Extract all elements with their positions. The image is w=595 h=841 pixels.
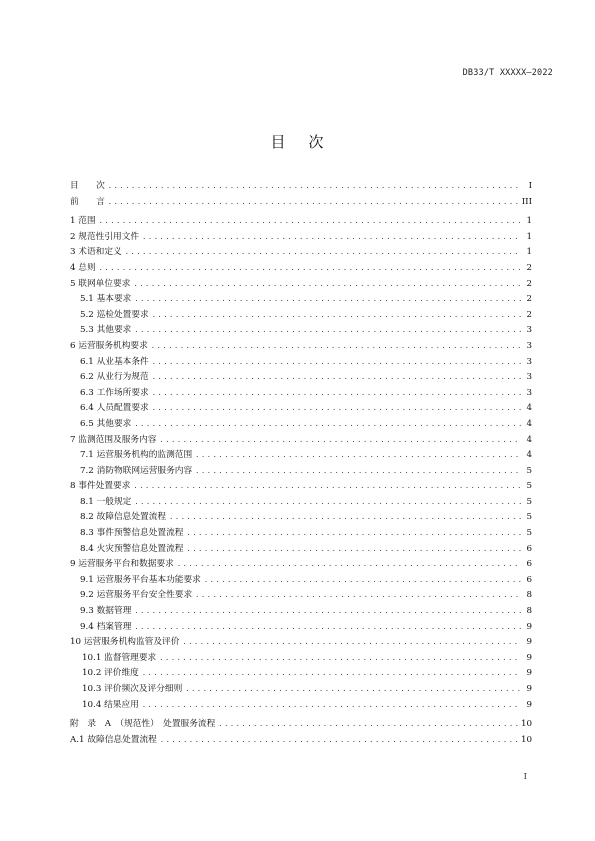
toc-entry[interactable] [70,433,532,449]
toc-dot-leader [195,467,521,475]
toc-dot-leader [195,591,521,599]
toc-entry-page: 4 [526,418,532,429]
toc-entry-label: 8 事件处置要求 [70,481,131,492]
toc-entry-label: A.1 故障信息处置流程 [70,734,157,745]
toc-entry[interactable] [70,526,532,542]
title-char-2: 次 [308,133,325,151]
toc-entry[interactable] [70,733,532,749]
toc-dot-leader [185,685,521,693]
toc-entry[interactable] [70,717,532,733]
toc-entry[interactable] [70,573,532,589]
toc-entry-page: 8 [526,606,532,617]
toc-entry[interactable] [70,588,532,604]
toc-dot-leader [108,198,519,206]
toc-entry-page: 8 [526,590,532,601]
toc-dot-leader [186,545,521,553]
toc-entry-label: 前 言 [70,196,105,207]
toc-entry[interactable] [70,214,532,230]
toc-entry[interactable] [70,542,532,558]
toc-dot-leader [204,576,521,584]
toc-dot-leader [142,701,521,709]
toc-dot-leader [152,404,521,412]
toc-entry-label: 9.4 档案管理 [80,621,132,632]
table-of-contents [70,179,532,748]
toc-entry[interactable] [70,292,532,308]
toc-dot-leader [159,436,521,444]
toc-entry[interactable] [70,261,532,277]
toc-entry[interactable] [70,557,532,573]
toc-entry-page: I [528,181,532,191]
toc-entry-page: 9 [526,637,532,648]
toc-dot-leader [125,248,521,256]
toc-entry-label: 9 运营服务平台和数据要求 [70,559,174,570]
toc-entry-label: 1 范围 [70,216,96,227]
toc-entry[interactable] [70,510,532,526]
toc-entry[interactable] [70,666,532,682]
toc-entry-page: 5 [526,481,532,492]
toc-dot-leader [108,182,521,190]
toc-dot-leader [182,638,521,646]
toc-entry-page: 9 [526,621,532,632]
toc-entry-label: 10.4 结果应用 [82,699,139,710]
toc-entry-label: 目 次 [70,181,105,191]
toc-entry-page: 3 [526,340,532,351]
page-title [0,131,595,152]
toc-dot-leader [152,358,521,366]
toc-entry-label: 9.1 运营服务平台基本功能要求 [80,574,201,585]
toc-entry-label: 6 运营服务机构要求 [70,340,148,351]
toc-dot-leader [142,669,521,677]
toc-entry-page: 4 [526,450,532,461]
toc-dot-leader [134,623,521,631]
toc-entry-page: 1 [526,247,532,258]
toc-dot-leader [152,373,521,381]
page-number: I [523,772,527,782]
toc-entry-label: 附 录 A （规范性） 处置服务流程 [70,719,216,730]
toc-dot-leader [218,720,518,728]
toc-entry-page: 5 [526,465,532,476]
toc-entry-page: 4 [526,403,532,414]
toc-entry[interactable] [70,417,532,433]
toc-entry-page: 2 [526,294,532,305]
toc-entry[interactable] [70,245,532,261]
toc-entry-page: 3 [526,372,532,383]
toc-entry-label: 6.5 其他要求 [80,418,132,429]
toc-entry[interactable] [70,195,532,211]
toc-entry[interactable] [70,230,532,246]
toc-entry-label: 4 总则 [70,262,96,273]
toc-entry-label: 3 术语和定义 [70,247,122,258]
toc-entry[interactable] [70,277,532,293]
toc-entry-label: 8.1 一般规定 [80,496,132,507]
toc-entry-page: 9 [526,699,532,710]
toc-entry[interactable] [70,635,532,651]
toc-dot-leader [177,560,521,568]
toc-entry-page: 3 [526,387,532,398]
toc-entry[interactable] [70,308,532,324]
toc-entry-label: 5.2 巡检处置要求 [80,309,149,320]
toc-entry-page: 4 [526,434,532,445]
toc-entry-label: 5.3 其他要求 [80,325,132,336]
toc-entry[interactable] [70,620,532,636]
toc-entry-page: 2 [526,309,532,320]
toc-entry-label: 8.4 火灾预警信息处置流程 [80,543,184,554]
toc-entry-page: 3 [526,356,532,367]
toc-dot-leader [134,498,521,506]
toc-entry[interactable] [70,355,532,371]
toc-dot-leader [134,326,521,334]
toc-dot-leader [186,529,521,537]
toc-entry-label: 9.3 数据管理 [80,606,132,617]
toc-entry-page: III [521,196,532,207]
toc-entry-label: 6.3 工作场所要求 [80,387,149,398]
toc-entry-label: 5.1 基本要求 [80,294,132,305]
toc-entry-page: 9 [526,668,532,679]
toc-dot-leader [159,654,521,662]
toc-dot-leader [160,736,518,744]
toc-entry-page: 6 [526,559,532,570]
toc-entry[interactable] [70,464,532,480]
toc-entry-page: 9 [526,652,532,663]
toc-entry-page: 10 [520,734,532,745]
toc-dot-leader [152,389,521,397]
toc-entry-label: 6.4 人员配置要求 [80,403,149,414]
toc-dot-leader [133,280,521,288]
toc-entry-page: 1 [526,231,532,242]
toc-entry[interactable] [70,651,532,667]
toc-entry[interactable] [70,179,532,195]
toc-dot-leader [152,311,521,319]
toc-entry-page: 6 [526,574,532,585]
toc-entry-page: 6 [526,543,532,554]
document-code: DB33/T XXXXX—2022 [462,68,553,78]
toc-entry[interactable] [70,698,532,714]
toc-entry-page: 1 [526,216,532,227]
toc-entry-page: 3 [526,325,532,336]
toc-entry[interactable] [70,604,532,620]
toc-entry-label: 9.2 运营服务平台安全性要求 [80,590,193,601]
toc-entry-label: 2 规范性引用文件 [70,231,140,242]
toc-entry[interactable] [70,339,532,355]
toc-entry-page: 10 [520,719,532,730]
toc-entry-label: 10.3 评价频次及评分细则 [82,684,183,694]
toc-dot-leader [134,295,521,303]
toc-entry-label: 10.2 评价维度 [82,668,139,679]
toc-entry[interactable] [70,495,532,511]
toc-entry-page: 5 [526,512,532,523]
toc-dot-leader [99,264,521,272]
toc-entry-page: 5 [526,528,532,539]
toc-entry[interactable] [70,682,532,698]
toc-entry-page: 5 [526,496,532,507]
toc-dot-leader [134,607,521,615]
toc-entry-label: 6.2 从业行为规范 [80,372,149,383]
toc-dot-leader [169,513,521,521]
toc-entry[interactable] [70,386,532,402]
toc-dot-leader [133,482,521,490]
toc-entry[interactable] [70,479,532,495]
toc-dot-leader [151,342,521,350]
toc-entry[interactable] [70,401,532,417]
toc-dot-leader [134,420,521,428]
toc-entry[interactable] [70,323,532,339]
toc-entry-label: 5 联网单位要求 [70,278,131,289]
toc-entry-page: 9 [526,684,532,694]
toc-entry-page: 2 [526,262,532,273]
title-char-1: 目 [270,133,287,151]
toc-entry-label: 10 运营服务机构监管及评价 [70,637,180,648]
toc-entry-label: 7.1 运营服务机构的监测范围 [80,450,193,461]
toc-entry-label: 7.2 消防物联网运营服务内容 [80,465,193,476]
toc-dot-leader [142,233,521,241]
toc-entry-label: 8.2 故障信息处置流程 [80,512,167,523]
toc-entry-label: 8.3 事件预警信息处置流程 [80,528,184,539]
toc-dot-leader [99,217,521,225]
toc-entry-label: 7 监测范围及服务内容 [70,434,157,445]
toc-entry[interactable] [70,370,532,386]
toc-dot-leader [195,451,521,459]
toc-entry-label: 10.1 监督管理要求 [82,652,157,663]
toc-entry[interactable] [70,448,532,464]
toc-entry-page: 2 [526,278,532,289]
toc-entry-label: 6.1 从业基本条件 [80,356,149,367]
